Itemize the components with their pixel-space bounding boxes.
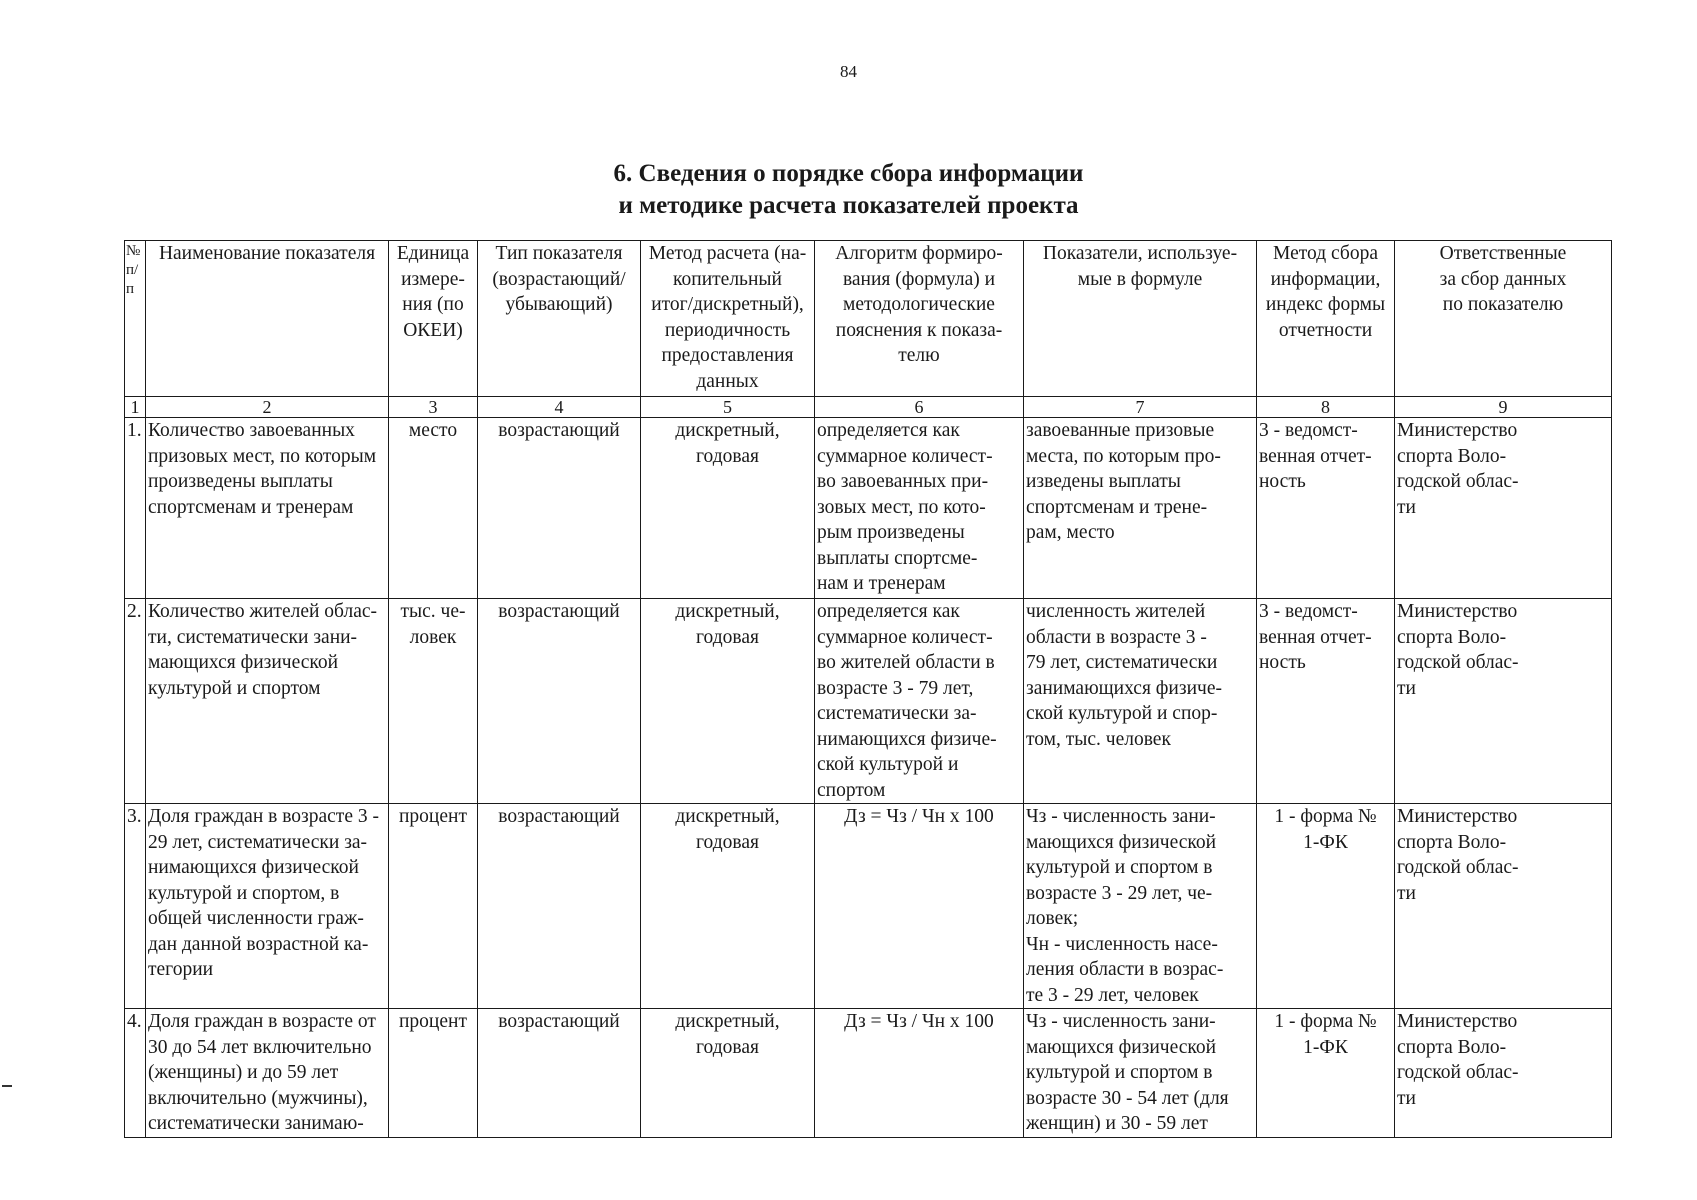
- collection-method: 3 - ведомст- венная отчет- ность: [1257, 418, 1395, 599]
- table-row: [125, 599, 1612, 804]
- column-index: 9: [1395, 397, 1612, 418]
- collection-method: 3 - ведомст- венная отчет- ность: [1257, 599, 1395, 804]
- indicator-name: Доля граждан в возрасте 3 - 29 лет, систематически за- нимающихся физической культурой и спортом, в общей численности граж- дан данной возрастной ка- тегории: [146, 804, 389, 1009]
- indicator-name: Количество завоеванных призовых мест, по которым произведены выплаты спортсменам и тренерам: [146, 418, 389, 599]
- indicator-unit: место: [389, 418, 478, 599]
- header-calculation-method: Метод расчета (на- копительный итог/дискретный), периодичность предоставления данных: [641, 241, 815, 397]
- table-row: [125, 1009, 1612, 1138]
- indicator-unit: процент: [389, 804, 478, 1009]
- column-index: 7: [1024, 397, 1257, 418]
- row-number: 4.: [125, 1009, 146, 1138]
- formula-indicators: завоеванные призовые места, по которым про- изведены выплаты спортсменам и трене- рам, место: [1024, 418, 1257, 599]
- column-index: 3: [389, 397, 478, 418]
- algorithm: Дз = Чз / Чн х 100: [815, 1009, 1024, 1138]
- page-number: 84: [840, 62, 857, 81]
- collection-method: 1 - форма № 1-ФК: [1257, 804, 1395, 1009]
- indicator-unit: тыс. че- ловек: [389, 599, 478, 804]
- column-index: 4: [478, 397, 641, 418]
- indicator-type: возрастающий: [478, 599, 641, 804]
- scan-edge-mark: [2, 1085, 12, 1087]
- title-line-1: 6. Сведения о порядке сбора информации: [613, 160, 1084, 187]
- collection-method: 1 - форма № 1-ФК: [1257, 1009, 1395, 1138]
- row-number: 3.: [125, 804, 146, 1009]
- column-index: 6: [815, 397, 1024, 418]
- calculation-method: дискретный, годовая: [641, 1009, 815, 1138]
- responsible: Министерство спорта Воло- годской облас- ти: [1395, 804, 1612, 1009]
- header-responsible: Ответственные за сбор данных по показателю: [1395, 241, 1612, 397]
- calculation-method: дискретный, годовая: [641, 804, 815, 1009]
- formula-indicators: Чз - численность зани- мающихся физической культурой и спортом в возрасте 30 - 54 лет (для женщин) и 30 - 59 лет: [1024, 1009, 1257, 1138]
- column-index: 5: [641, 397, 815, 418]
- indicator-name: Доля граждан в возрасте от 30 до 54 лет включительно (женщины) и до 59 лет включительно (мужчины), систематически занимаю-: [146, 1009, 389, 1138]
- indicator-type: возрастающий: [478, 804, 641, 1009]
- indicator-name: Количество жителей облас- ти, систематически зани- мающихся физической культурой и спортом: [146, 599, 389, 804]
- column-index: 1: [125, 397, 146, 418]
- formula-indicators: Чз - численность зани- мающихся физической культурой и спортом в возрасте 3 - 29 лет, че- ловек; Чн - численность насе- ления области в возрас- те 3 - 29 лет, человек: [1024, 804, 1257, 1009]
- header-number: № п/п: [125, 241, 146, 397]
- algorithm: определяется как суммарное количест- во завоеванных при- зовых мест, по кото- рым произведены выплаты спортсме- нам и тренерам: [815, 418, 1024, 599]
- indicators-table: [124, 240, 1612, 1138]
- table-row: [125, 804, 1612, 1009]
- algorithm: определяется как суммарное количест- во жителей области в возрасте 3 - 79 лет, систематически за- нимающихся физиче- ской культурой и спортом: [815, 599, 1024, 804]
- title-line-2: и методике расчета показателей проекта: [618, 192, 1079, 219]
- row-number: 2.: [125, 599, 146, 804]
- column-index: 8: [1257, 397, 1395, 418]
- header-formula-indicators: Показатели, используе- мые в формуле: [1024, 241, 1257, 397]
- formula-indicators: численность жителей области в возрасте 3 - 79 лет, систематически занимающихся физиче- ской культурой и спор- том, тыс. человек: [1024, 599, 1257, 804]
- responsible: Министерство спорта Воло- годской облас- ти: [1395, 418, 1612, 599]
- indicator-type: возрастающий: [478, 418, 641, 599]
- table-row: [125, 418, 1612, 599]
- indicator-type: возрастающий: [478, 1009, 641, 1138]
- header-indicator-name: Наименование показателя: [146, 241, 389, 397]
- column-index-row: [125, 397, 1612, 418]
- table-header-row: [125, 241, 1612, 397]
- header-algorithm: Алгоритм формиро- вания (формула) и методологические пояснения к показа- телю: [815, 241, 1024, 397]
- algorithm: Дз = Чз / Чн х 100: [815, 804, 1024, 1009]
- header-indicator-type: Тип показателя (возрастающий/ убывающий): [478, 241, 641, 397]
- responsible: Министерство спорта Воло- годской облас- ти: [1395, 1009, 1612, 1138]
- header-unit: Единица измере- ния (по ОКЕИ): [389, 241, 478, 397]
- calculation-method: дискретный, годовая: [641, 418, 815, 599]
- calculation-method: дискретный, годовая: [641, 599, 815, 804]
- document-title: [0, 158, 1697, 222]
- indicator-unit: процент: [389, 1009, 478, 1138]
- column-index: 2: [146, 397, 389, 418]
- row-number: 1.: [125, 418, 146, 599]
- responsible: Министерство спорта Воло- годской облас- ти: [1395, 599, 1612, 804]
- header-collection-method: Метод сбора информации, индекс формы отчетности: [1257, 241, 1395, 397]
